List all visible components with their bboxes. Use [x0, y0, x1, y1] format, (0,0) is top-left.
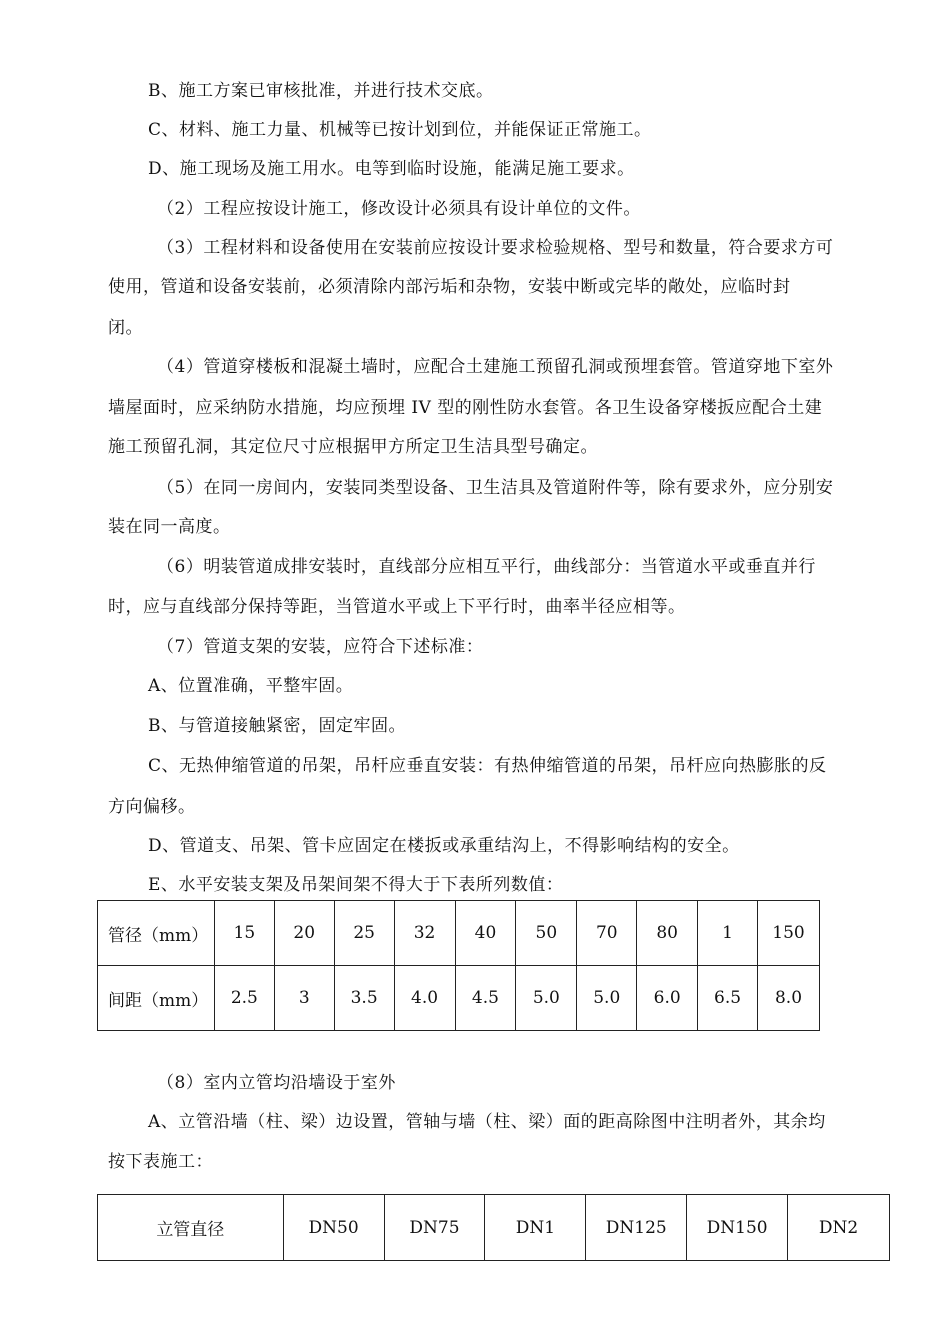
paragraph-line: 按下表施工：: [108, 1152, 213, 1172]
table-cell: 150: [758, 901, 820, 966]
paragraph-line: （3）工程材料和设备使用在安装前应按设计要求检验规格、型号和数量，符合要求方可: [157, 238, 834, 258]
paragraph-line: （4）管道穿楼板和混凝土墙时，应配合土建施工预留孔洞或预埋套管。管道穿地下室外: [157, 357, 834, 377]
table-cell: 80: [637, 901, 698, 966]
paragraph-line: B、施工方案已审核批准，并进行技术交底。: [148, 81, 494, 101]
table-cell: 32: [394, 901, 455, 966]
table-cell: 25: [334, 901, 394, 966]
table-cell: 5.0: [516, 966, 577, 1031]
table-cell: DN75: [384, 1195, 485, 1261]
paragraph-line: （8）室内立管均沿墙设于室外: [157, 1073, 396, 1093]
paragraph-line: 施工预留孔洞，其定位尺寸应根据甲方所定卫生洁具型号确定。: [108, 437, 598, 457]
table-cell: 8.0: [758, 966, 820, 1031]
support-spacing-table: [97, 900, 820, 1031]
paragraph-line: A、立管沿墙（柱、梁）边设置，管轴与墙（柱、梁）面的距高除图中注明者外，其余均: [148, 1112, 826, 1132]
table-cell: 2.5: [214, 966, 274, 1031]
paragraph-line: （5）在同一房间内，安装同类型设备、卫生洁具及管道附件等，除有要求外，应分别安: [157, 478, 834, 498]
paragraph-line: 使用，管道和设备安装前，必须清除内部污垢和杂物，安装中断或完毕的敞处，应临时封: [108, 277, 791, 297]
paragraph-line: （6）明装管道成排安装时，直线部分应相互平行，曲线部分：当管道水平或垂直并行: [157, 557, 816, 577]
paragraph-line: A、位置准确，平整牢固。: [148, 676, 354, 696]
paragraph-line: D、施工现场及施工用水。电等到临时设施，能满足施工要求。: [148, 159, 635, 179]
table-row: [98, 966, 820, 1031]
paragraph-line: （7）管道支架的安装，应符合下述标准：: [157, 637, 484, 657]
table-cell: 6.0: [637, 966, 698, 1031]
table-cell: DN150: [687, 1195, 788, 1261]
table-cell: 3.5: [334, 966, 394, 1031]
table-cell: 50: [516, 901, 577, 966]
table-cell: DN50: [283, 1195, 384, 1261]
table-cell: 6.5: [698, 966, 758, 1031]
paragraph-line: 方向偏移。: [108, 797, 196, 817]
paragraph-line: D、管道支、吊架、管卡应固定在楼扳或承重结沟上，不得影响结构的安全。: [148, 836, 740, 856]
table-cell: 3: [274, 966, 334, 1031]
table-cell: 70: [577, 901, 637, 966]
table-cell: DN1: [485, 1195, 586, 1261]
table-row: [98, 1195, 890, 1261]
table-cell: 40: [455, 901, 516, 966]
table-row: [98, 901, 820, 966]
table-cell: 1: [698, 901, 758, 966]
paragraph-line: 装在同一高度。: [108, 517, 231, 537]
table-cell: 立管直径: [98, 1195, 284, 1261]
table-cell: 4.5: [455, 966, 516, 1031]
paragraph-line: B、与管道接触紧密，固定牢固。: [148, 716, 406, 736]
table-cell: 5.0: [577, 966, 637, 1031]
paragraph-line: （2）工程应按设计施工，修改设计必须具有设计单位的文件。: [157, 199, 641, 219]
paragraph-line: C、无热伸缩管道的吊架，吊杆应垂直安装：有热伸缩管道的吊架，吊杆应向热膨胀的反: [148, 756, 827, 776]
table-cell: 15: [214, 901, 274, 966]
paragraph-line: 墙屋面时，应采纳防水措施，均应预埋 IV 型的刚性防水套管。各卫生设备穿楼扳应配合土建: [108, 398, 823, 418]
table-cell: 间距（mm）: [98, 966, 215, 1031]
table-cell: 管径（mm）: [98, 901, 215, 966]
riser-distance-table: [97, 1194, 890, 1261]
paragraph-line: 时，应与直线部分保持等距，当管道水平或上下平行时，曲率半径应相等。: [108, 597, 686, 617]
table-cell: DN125: [586, 1195, 687, 1261]
paragraph-line: E、水平安装支架及吊架间架不得大于下表所列数值：: [148, 875, 564, 895]
table-cell: 20: [274, 901, 334, 966]
table-cell: DN2: [788, 1195, 890, 1261]
paragraph-line: 闭。: [108, 318, 143, 338]
paragraph-line: C、材料、施工力量、机械等已按计划到位，并能保证正常施工。: [148, 120, 652, 140]
table-cell: 4.0: [394, 966, 455, 1031]
